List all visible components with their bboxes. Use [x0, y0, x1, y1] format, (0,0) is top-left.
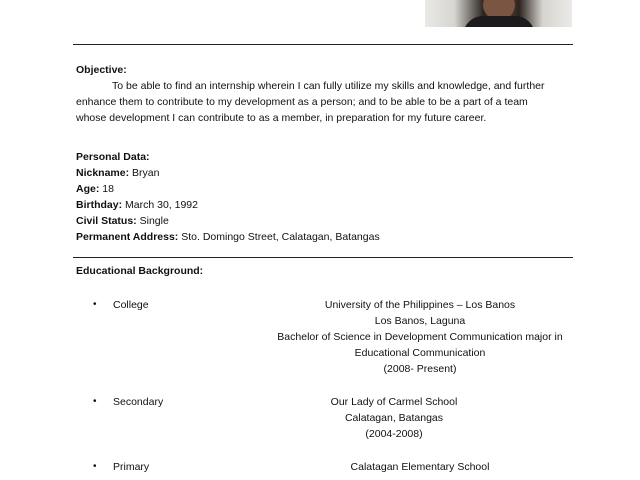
field-value: March 30, 1992 — [125, 199, 198, 211]
objective-line: enhance them to contribute to my development as a person; and to be able to be a part of a team — [76, 96, 528, 108]
field-value: 18 — [102, 183, 114, 195]
field-value: Single — [139, 215, 169, 227]
education-detail-line: University of the Philippines – Los Banos — [324, 299, 516, 311]
personal-field — [76, 197, 198, 213]
objective-line: whose development I can contribute to as a member, in preparation for my future career. — [76, 112, 487, 124]
personal-field — [76, 165, 159, 181]
personal-data-heading: Personal Data: — [76, 151, 150, 163]
personal-field — [76, 229, 380, 245]
education-detail-line: Our Lady of Carmel School — [330, 396, 458, 408]
photo-shirt — [463, 16, 535, 27]
objective-heading: Objective: — [76, 64, 127, 76]
education-level: Secondary — [113, 396, 164, 408]
bullet-icon: • — [93, 461, 97, 472]
field-value: Sto. Domingo Street, Calatagan, Batangas — [181, 231, 380, 243]
bullet-icon: • — [93, 396, 97, 407]
education-detail-line: (2004-2008) — [365, 428, 423, 440]
education-level: College — [113, 299, 149, 311]
education-detail-line: Calatagan, Batangas — [344, 412, 444, 424]
education-level: Primary — [113, 461, 150, 473]
field-label: Nickname: — [76, 167, 130, 179]
bullet-icon: • — [93, 299, 97, 310]
education-detail-line: Educational Communication — [354, 347, 486, 359]
top-divider — [73, 44, 573, 45]
objective-line: To be able to find an internship wherein I can fully utilize my skills and knowledge, and further — [112, 80, 545, 92]
education-detail-line: Bachelor of Science in Development Communication major in — [277, 331, 563, 343]
education-detail-line: Los Banos, Laguna — [374, 315, 466, 327]
field-label: Birthday: — [76, 199, 123, 211]
field-label: Age: — [76, 183, 100, 195]
field-value: Bryan — [132, 167, 160, 179]
personal-field — [76, 181, 114, 197]
field-label: Civil Status: — [76, 215, 137, 227]
education-detail-line: (2008- Present) — [383, 363, 457, 375]
education-detail-line: Calatagan Elementary School — [350, 461, 490, 473]
education-heading: Educational Background: — [76, 265, 204, 277]
field-label: Permanent Address: — [76, 231, 179, 243]
personal-field — [76, 213, 169, 229]
profile-photo — [425, 0, 572, 27]
section-divider — [73, 257, 573, 258]
